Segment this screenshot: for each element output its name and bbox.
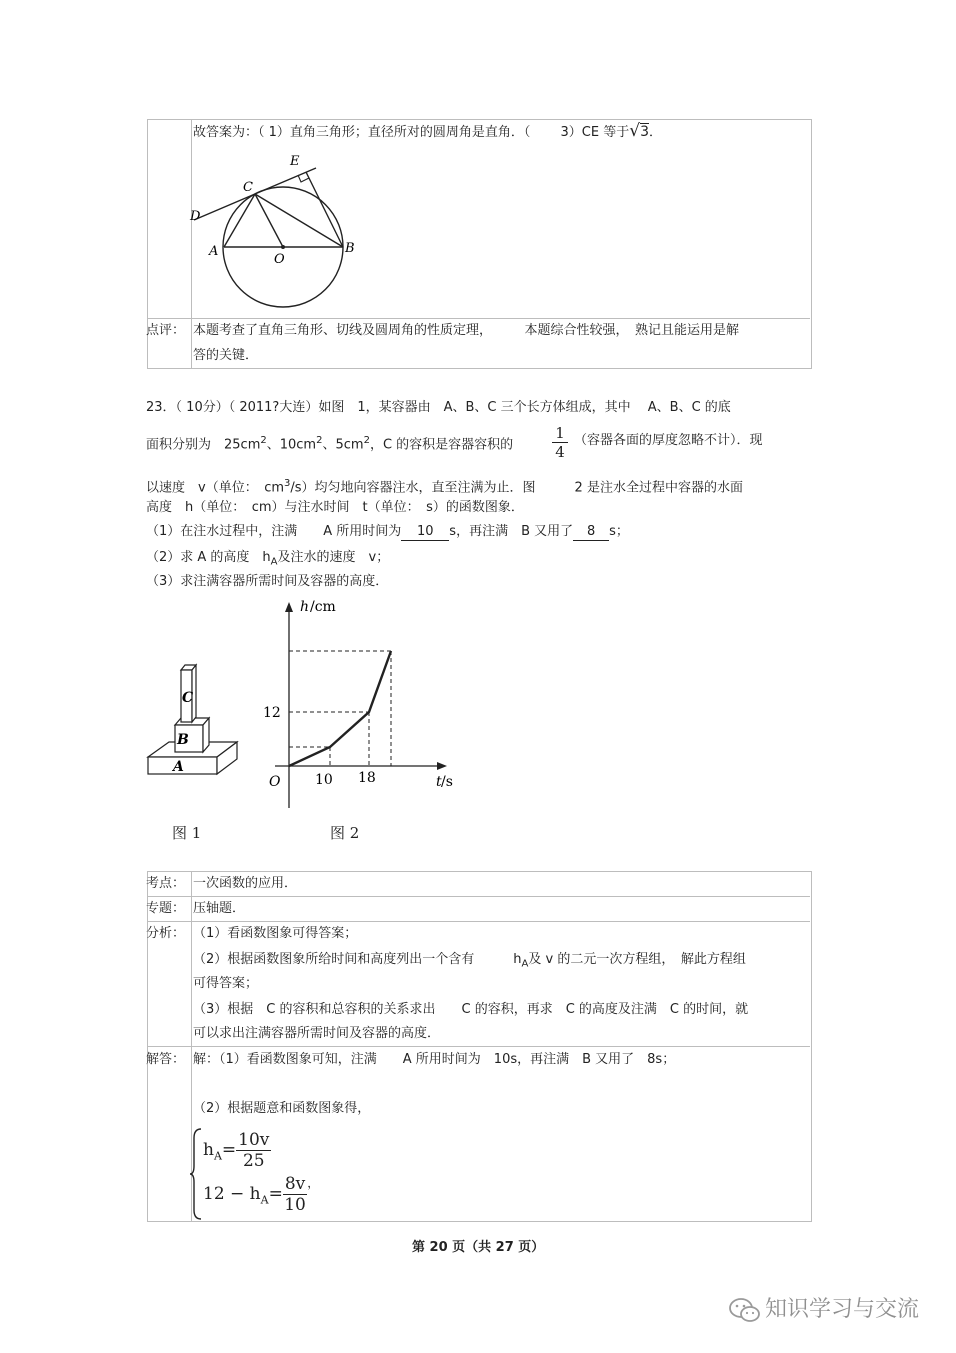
fig1-caption: 图 1 bbox=[172, 824, 202, 842]
sqrt-value: 3 bbox=[640, 124, 649, 140]
circle-tangent-figure bbox=[186, 150, 366, 315]
fig1-label-A: A bbox=[173, 759, 184, 775]
eq2-fraction: $\frac{8v}{10}$ bbox=[284, 1174, 306, 1215]
water-level-graph bbox=[255, 596, 465, 816]
answer-period: ． bbox=[649, 125, 663, 140]
x-tick-18: 18 bbox=[358, 770, 376, 786]
problem-line-2-end: （容器各面的厚度忽略不计）．现 bbox=[574, 433, 763, 448]
fenxi-line-1: （1）看函数图象可得答案； bbox=[193, 926, 358, 941]
zhuanti-label: 专题： bbox=[146, 901, 186, 916]
origin-label: O bbox=[269, 774, 281, 790]
container-figure bbox=[145, 660, 240, 780]
fenxi-label: 分析： bbox=[146, 926, 186, 941]
problem-line-1: 23．（ 10分）（ 2011?大连）如图 1，某容器由 A、B、C 三个长方体组成，其中 A、B、C 的底 bbox=[146, 400, 731, 415]
kaodian-text: 一次函数的应用． bbox=[193, 876, 298, 891]
fraction-one-quarter: 1 4 bbox=[552, 424, 568, 461]
sqrt-symbol: √ bbox=[629, 121, 641, 141]
question-2: （2）求 A 的高度 $h_A$及注水的速度 v； bbox=[146, 550, 390, 568]
question-3: （3）求注满容器所需时间及容器的高度． bbox=[146, 574, 389, 589]
fenxi-line-3: 可得答案； bbox=[193, 976, 259, 991]
jieda-line-1: 解：（1）看函数图象可知，注满 A 所用时间为 10s，再注满 B 又用了 8s； bbox=[193, 1052, 676, 1067]
y-tick-12: 12 bbox=[263, 705, 281, 721]
fig1-label-C: C bbox=[182, 690, 194, 706]
row-divider-3 bbox=[148, 1046, 810, 1047]
equation-2: $12 - h_A=$ $\frac{8v}{10}$ ， bbox=[203, 1174, 320, 1215]
comment-label: 点评： bbox=[146, 323, 186, 338]
fig1-label-B: B bbox=[177, 732, 189, 748]
equation-1: $h_A=$ $\frac{10v}{25}$ bbox=[203, 1130, 270, 1171]
problem-line-3: 以速度 v（单位： $cm^3/s$）均匀地向容器注水，直至注满为止．图 2 是注水全过程中容器的水面 bbox=[146, 478, 743, 496]
problem-line-4: 高度 h（单位： cm）与注水时间 t（单位： s）的函数图象． bbox=[146, 500, 524, 515]
zhuanti-text: 压轴题． bbox=[193, 901, 246, 916]
system-brace bbox=[190, 1128, 202, 1220]
label-E: E bbox=[290, 154, 300, 169]
fenxi-line-2: （2）根据函数图象所给时间和高度列出一个含有 $h_A$及 v 的二元一次方程组， 解此方程组 bbox=[193, 952, 746, 970]
x-axis-label-unit: /s bbox=[441, 774, 453, 790]
answer-text: 故答案为：（ 1）直角三角形；直径所对的圆周角是直角．（ 3）CE 等于 bbox=[193, 125, 630, 140]
y-axis-label-h: h bbox=[300, 599, 310, 615]
x-axis-label-t: t bbox=[436, 774, 442, 790]
label-O: O bbox=[274, 252, 285, 267]
wechat-icon bbox=[728, 1296, 762, 1326]
label-A: A bbox=[209, 244, 219, 259]
fig2-caption: 图 2 bbox=[330, 824, 360, 842]
row-divider-2 bbox=[148, 921, 810, 922]
label-D: D bbox=[190, 209, 201, 224]
comment-line-2: 答的关键． bbox=[193, 348, 259, 363]
jieda-line-2: （2）根据题意和函数图象得， bbox=[193, 1101, 371, 1116]
fenxi-line-5: 可以求出注满容器所需时间及容器的高度． bbox=[193, 1026, 441, 1041]
label-C: C bbox=[243, 180, 253, 195]
y-axis-label-unit: /cm bbox=[310, 599, 336, 615]
label-B: B bbox=[345, 241, 355, 256]
question-1: （1）在注水过程中，注满 A 所用时间为 10 s，再注满 B 又用了 8 s； bbox=[146, 524, 629, 539]
problem-line-2: 面积分别为 $25cm^2$、$10cm^2$、$5cm^2$，C 的容积是容器容积的 bbox=[146, 435, 514, 453]
x-tick-10: 10 bbox=[315, 772, 333, 788]
row-divider-1 bbox=[148, 896, 810, 897]
kaodian-label: 考点： bbox=[146, 876, 186, 891]
jieda-label: 解答： bbox=[146, 1052, 186, 1067]
fenxi-line-4: （3）根据 C 的容积和总容积的关系求出 C 的容积，再求 C 的高度及注满 C 的时间，就 bbox=[193, 1002, 749, 1017]
top-box-row-divider bbox=[148, 318, 810, 319]
answer-line bbox=[193, 123, 662, 141]
comment-line-1: 本题考查了直角三角形、切线及圆周角的性质定理， 本题综合性较强， 熟记且能运用是解 bbox=[193, 323, 740, 338]
page-number: 第 20 页（共 27 页） bbox=[412, 1240, 545, 1255]
watermark-text: 知识学习与交流 bbox=[765, 1297, 920, 1322]
q1-answer-1: 10 bbox=[401, 524, 449, 541]
eq1-fraction: $\frac{10v}{25}$ bbox=[238, 1130, 270, 1171]
q1-answer-2: 8 bbox=[573, 524, 609, 541]
